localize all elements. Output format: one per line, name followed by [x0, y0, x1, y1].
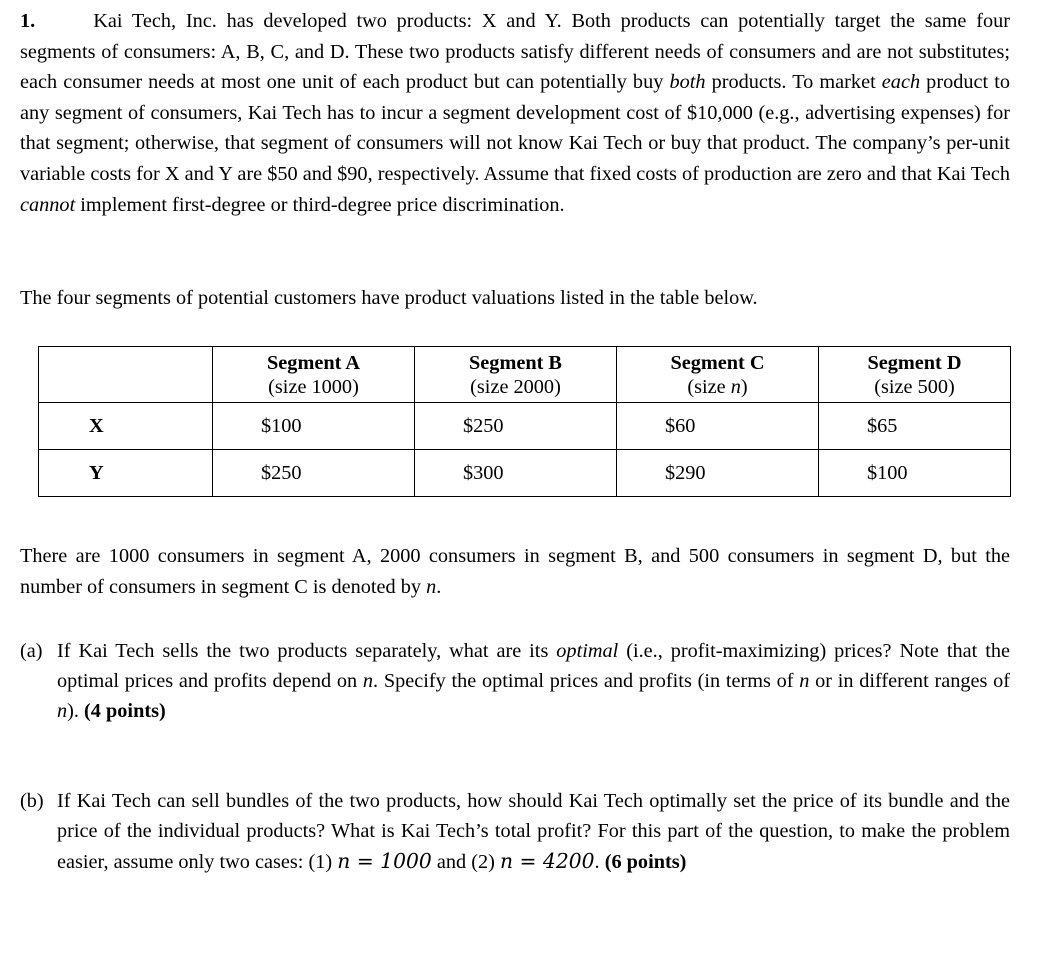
segment-name: Segment C — [670, 351, 765, 374]
question-b-text: If Kai Tech can sell bundles of the two products, how should Kai Tech optimally set the price of its bundle and the price of the individual products? What is Kai Tech’s total profit? For this part of the question, to make the problem easier, assume only two cases: (1) n = 1000 and (2) n = 4200. (6 points) — [57, 790, 1010, 874]
problem-number: 1. — [20, 10, 36, 32]
segment-size: (size 2000) — [470, 375, 561, 398]
value-cell: $60 — [617, 403, 819, 450]
problem-intro — [20, 6, 1010, 220]
intro-text-3: product to any segment of consumers, Kai Tech has to incur a segment development cost of $10,000 (e.g., advertising expenses) for that segment; otherwise, that segment of consumers will not know Kai Tech or buy that product. The company’s per-unit variable costs for X and Y are $50 and $90, respectively. Assume that fixed costs of production are zero and that Kai Tech — [20, 71, 1010, 185]
intro-cannot: cannot — [20, 193, 76, 216]
table-intro: The four segments of potential customers have product valuations listed in the table below. — [20, 287, 758, 309]
value-cell: $65 — [819, 403, 1011, 450]
intro-each: each — [881, 71, 921, 94]
value-cell: $250 — [415, 403, 617, 450]
intro-both: both — [669, 71, 706, 94]
header-segment-d — [819, 347, 1011, 403]
value-cell: $300 — [415, 450, 617, 497]
header-segment-c — [617, 347, 819, 403]
segment-name: Segment B — [469, 351, 562, 374]
value-cell: $100 — [819, 450, 1011, 497]
segment-size: (size n) — [687, 375, 748, 398]
question-b — [20, 786, 1010, 878]
row-label: X — [39, 403, 213, 450]
valuation-table — [38, 346, 1011, 497]
value-cell: $290 — [617, 450, 819, 497]
corner-cell — [39, 347, 213, 403]
question-b-label: (b) — [20, 790, 44, 812]
valuation-table-wrap — [38, 346, 1010, 497]
question-b-points: (6 points) — [604, 851, 687, 874]
intro-text-4: implement first-degree or third-degree price discrimination. — [75, 193, 565, 216]
row-label: Y — [39, 450, 213, 497]
intro-text-2: products. To market — [705, 71, 882, 94]
table-header-row — [39, 347, 1011, 403]
question-a-points: (4 points) — [84, 700, 166, 723]
question-a-text: If Kai Tech sells the two products separately, what are its optimal (i.e., profit-maximizing) prices? Note that the optimal prices and profits depend on n. Specify the optimal prices and profits (in terms of n or in different ranges of n). (4 points) — [57, 640, 1010, 723]
segment-name: Segment A — [267, 351, 360, 374]
table-row-x — [39, 403, 1011, 450]
segment-name: Segment D — [867, 351, 962, 374]
value-cell: $250 — [213, 450, 415, 497]
value-cell: $100 — [213, 403, 415, 450]
intro-text-1: Kai Tech, Inc. has developed two products: X and Y. Both products can potentially target the same four segments of consumers: A, B, C, and D. These two products satisfy different needs of consumers and are not substitutes; each consumer needs at most one unit of each product but can potentially buy — [20, 10, 1010, 94]
segment-sizes-text: There are 1000 consumers in segment A, 2000 consumers in segment B, and 500 consumers in segment D, but the number of consumers in segment C is denoted by n. — [20, 545, 1010, 598]
question-a-label: (a) — [20, 640, 43, 662]
question-a — [20, 636, 1010, 727]
segment-size: (size 1000) — [268, 375, 359, 398]
segment-size: (size 500) — [874, 375, 955, 398]
header-segment-b — [415, 347, 617, 403]
table-row-y — [39, 450, 1011, 497]
header-segment-a — [213, 347, 415, 403]
